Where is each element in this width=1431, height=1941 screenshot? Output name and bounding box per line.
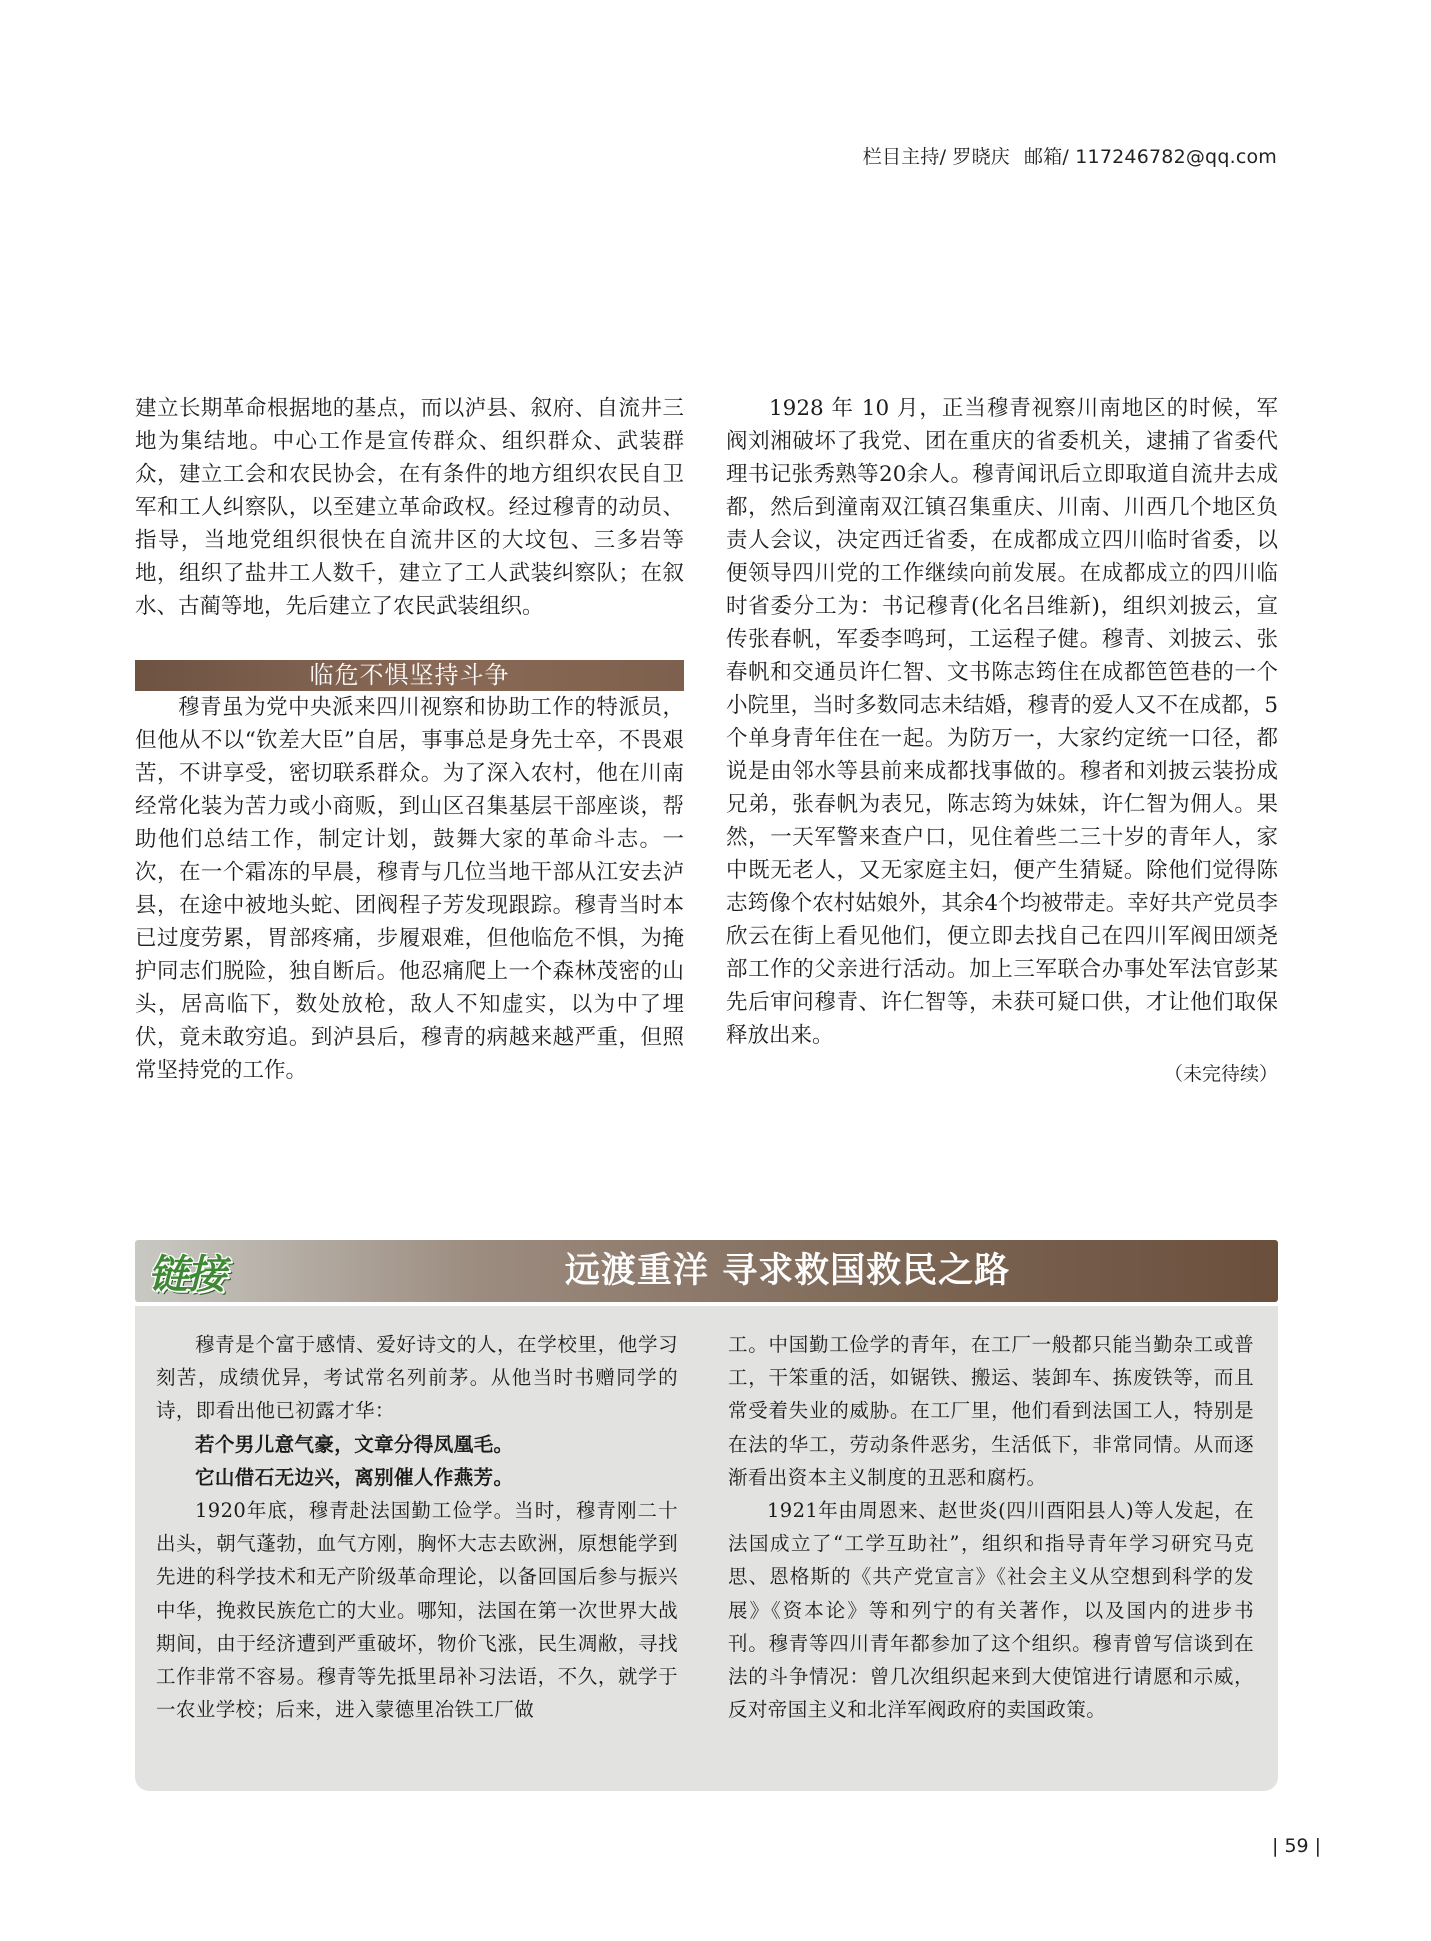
link-title: 远渡重洋 寻求救国救民之路 (564, 1251, 1011, 1291)
link-paragraph: 1920年底，穆青赴法国勤工俭学。当时，穆青刚二十出头，朝气蓬勃，血气方刚，胸怀大志去欧洲，原想能学到先进的科学技术和无产阶级革命理论，以备回国后参与振兴中华，挽救民族危亡的大业。哪知，法国在第一次世界大战期间，由于经济遭到严重破坏，物价飞涨，民生凋敝，寻找工作非常不容易。穆青等先抵里昂补习法语，不久，就学于一农业学校；后来，进入蒙德里冶铁工厂做 (156, 1499, 678, 1722)
page-number: | 59 | (1272, 1835, 1322, 1857)
section-heading: 临危不惧坚持斗争 (135, 660, 684, 691)
link-paragraph: 1921年由周恩来、赵世炎(四川酉阳县人)等人发起，在法国成立了“工学互助社”，组织和指导青年学习研究马克思、恩格斯的《共产党宣言》《社会主义从空想到科学的发展》《资本论》等和列宁的有关著作，以及国内的进步书刊。穆青等四川青年都参加了这个组织。穆青曾写信谈到在法的斗争情况：曾几次组织起来到大使馆进行请愿和示威，反对帝国主义和北洋军阀政府的卖国政策。 (728, 1499, 1254, 1722)
column-header (863, 142, 1277, 169)
left-column (135, 392, 684, 1087)
link-logo-text: 链接 (148, 1251, 224, 1298)
column-host: 栏目主持/ 罗晓庆 (862, 146, 1011, 168)
link-paragraph: 穆青是个富于感情、爱好诗文的人，在学校里，他学习刻苦，成绩优异，考试常名列前茅。从他当时书赠同学的诗，即看出他已初露才华： (156, 1333, 678, 1423)
right-column (726, 392, 1278, 1091)
link-box (135, 1306, 1278, 1791)
intro-paragraph: 建立长期革命根据地的基点，而以泸县、叙府、自流井三地为集结地。中心工作是宣传群众、组织群众、武装群众，建立工会和农民协会，在有条件的地方组织农民自卫军和工人纠察队，以至建立革命政权。经过穆青的动员、指导，当地党组织很快在自流井区的大坟包、三多岩等地，组织了盐井工人数千，建立了工人武装纠察队；在叙水、古蔺等地，先后建立了农民武装组织。 (135, 396, 684, 619)
to-be-continued: （未完待续） (1163, 1063, 1278, 1085)
link-logo (135, 1240, 237, 1302)
column-email: 邮箱/ 117246782@qq.com (1024, 146, 1277, 168)
link-banner (135, 1240, 1278, 1302)
poem-line: 若个男儿意气豪，文章分得凤凰毛。 (195, 1432, 514, 1456)
poem-line: 它山借石无边兴，离别催人作燕芳。 (195, 1465, 514, 1489)
link-right-column (728, 1328, 1254, 1726)
section-paragraph: 穆青虽为党中央派来四川视察和协助工作的特派员，但他从不以“钦差大臣”自居，事事总是身先士卒，不畏艰苦，不讲享受，密切联系群众。为了深入农村，他在川南经常化装为苦力或小商贩，到山区召集基层干部座谈，帮助他们总结工作，制定计划，鼓舞大家的革命斗志。一次，在一个霜冻的早晨，穆青与几位当地干部从江安去泸县，在途中被地头蛇、团阀程子芳发现跟踪。穆青当时本已过度劳累，胃部疼痛，步履艰难，但他临危不惧，为掩护同志们脱险，独自断后。他忍痛爬上一个森林茂密的山头，居高临下，数处放枪，敌人不知虚实，以为中了埋伏，竟未敢穷追。到泸县后，穆青的病越来越严重，但照常坚持党的工作。 (135, 695, 684, 1083)
link-left-column (156, 1328, 678, 1726)
link-paragraph: 工。中国勤工俭学的青年，在工厂一般都只能当勤杂工或普工，干笨重的活，如锯铁、搬运、装卸车、拣废铁等，而且常受着失业的威胁。在工厂里，他们看到法国工人，特别是在法的华工，劳动条件恶劣，生活低下，非常同情。从而逐渐看出资本主义制度的丑恶和腐朽。 (728, 1333, 1254, 1489)
right-paragraph: 1928 年 10 月，正当穆青视察川南地区的时候，军阀刘湘破坏了我党、团在重庆的省委机关，逮捕了省委代理书记张秀熟等20余人。穆青闻讯后立即取道自流井去成都，然后到潼南双江镇召集重庆、川南、川西几个地区负责人会议，决定西迁省委，在成都成立四川临时省委，以便领导四川党的工作继续向前发展。在成都成立的四川临时省委分工为：书记穆青(化名吕维新)，组织刘披云，宣传张春帆，军委李鸣珂，工运程子健。穆青、刘披云、张春帆和交通员许仁智、文书陈志筠住在成都笆笆巷的一个小院里，当时多数同志未结婚，穆青的爱人又不在成都，5个单身青年住在一起。为防万一，大家约定统一口径，都说是由邻水等县前来成都找事做的。穆者和刘披云装扮成兄弟，张春帆为表兄，陈志筠为妹妹，许仁智为佣人。果然，一天军警来查户口，见住着些二三十岁的青年人，家中既无老人，又无家庭主妇，便产生猜疑。除他们觉得陈志筠像个农村姑娘外，其余4个均被带走。幸好共产党员李欣云在街上看见他们，便立即去找自己在四川军阀田颂尧部工作的父亲进行活动。加上三军联合办事处军法官彭某先后审问穆青、许仁智等，未获可疑口供，才让他们取保释放出来。 (726, 396, 1278, 1048)
